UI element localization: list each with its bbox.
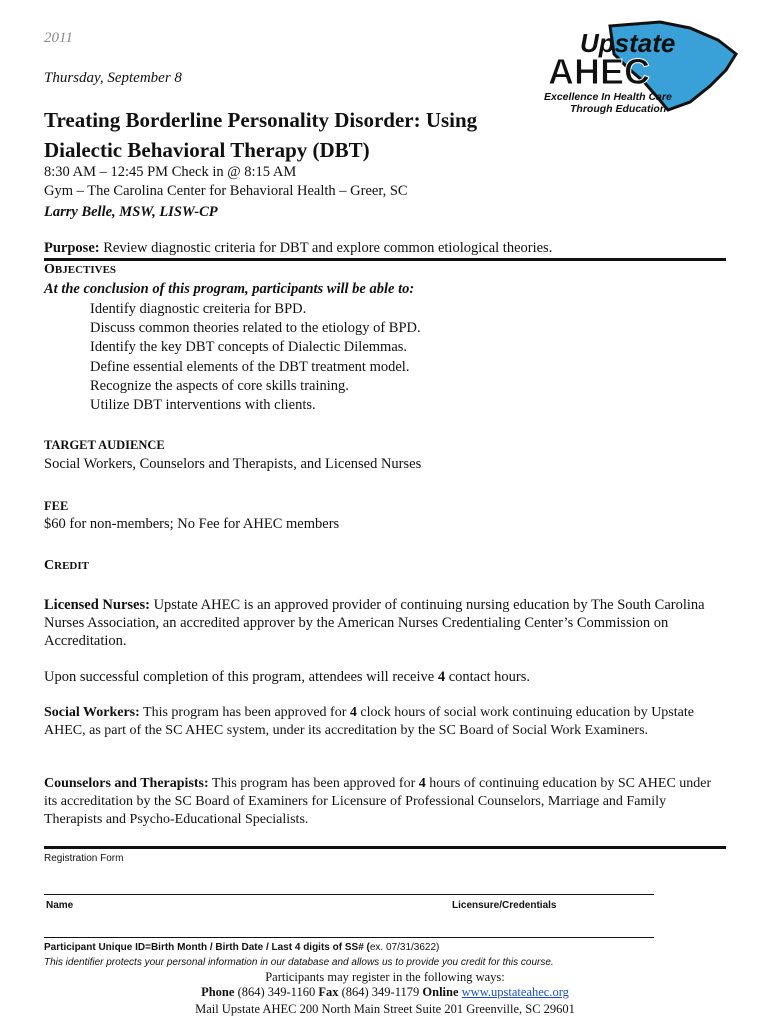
- svg-text:Through Education: Through Education: [570, 103, 667, 115]
- list-item: Discuss common theories related to the etiology of BPD.: [90, 320, 421, 337]
- nurses-credit-paragraph: [44, 596, 724, 650]
- divider: [44, 258, 726, 261]
- objectives-heading-rest: BJECTIVES: [54, 264, 117, 276]
- south-carolina-map-icon: [540, 18, 740, 118]
- event-location: Gym – The Carolina Center for Behavioral Health – Greer, SC: [44, 183, 408, 199]
- target-audience-text: Social Workers, Counselors and Therapists, and Licensed Nurses: [44, 456, 422, 472]
- contact-hours-count: 4: [437, 669, 446, 685]
- fee-text: $60 for non-members; No Fee for AHEC members: [44, 516, 340, 532]
- credit-heading-rest: REDIT: [54, 560, 89, 572]
- fax-number: (864) 349-1179: [338, 985, 423, 999]
- unique-id-field-line[interactable]: [44, 937, 654, 938]
- social-workers-paragraph: [44, 704, 724, 740]
- completion-text-end: contact hours.: [445, 669, 531, 685]
- website-link[interactable]: www.upstateahec.org: [461, 985, 569, 999]
- purpose-text: Review diagnostic criteria for DBT and explore common etiological theories.: [99, 240, 553, 256]
- licensure-label: Licensure/Credentials: [452, 900, 557, 911]
- mail-line: Mail Upstate AHEC 200 North Main Street Suite 201 Greenville, SC 29601: [195, 1002, 575, 1016]
- completion-text: Upon successful completion of this program, attendees will receive: [44, 669, 438, 685]
- registration-form-title: Registration Form: [44, 853, 124, 864]
- social-workers-hours: 4: [349, 705, 357, 720]
- completion-paragraph: [44, 668, 724, 686]
- counselors-paragraph: [44, 775, 724, 829]
- objectives-list: [90, 300, 421, 415]
- title-line-1: Treating Borderline Personality Disorder: Using: [44, 108, 478, 132]
- unique-id-label: [44, 942, 439, 953]
- name-label: Name: [46, 900, 74, 911]
- list-item: Define essential elements of the DBT treatment model.: [90, 358, 410, 375]
- identifier-note: This identifier protects your personal information in our database and allows us to provide you credit for this course.: [44, 957, 554, 968]
- counselors-text: This program has been approved for: [208, 776, 419, 791]
- credit-heading-initial: C: [44, 558, 55, 573]
- online-label: Online: [422, 985, 459, 999]
- nurses-label: Licensed Nurses:: [44, 597, 150, 613]
- social-workers-label: Social Workers:: [44, 705, 140, 720]
- presenter-name: Larry Belle, MSW, LISW-CP: [44, 204, 218, 220]
- unique-id-example: ex. 07/31/3622): [369, 942, 440, 953]
- title-line-2: Dialectic Behavioral Therapy (DBT): [44, 138, 370, 162]
- register-intro: Participants may register in the following ways:: [265, 970, 505, 984]
- svg-text:Excellence In Health Care: Excellence In Health Care: [544, 91, 672, 103]
- counselors-label: Counselors and Therapists:: [44, 776, 209, 791]
- upstate-ahec-logo: [540, 18, 740, 118]
- list-item: Identify the key DBT concepts of Dialectic Dilemmas.: [90, 339, 408, 356]
- svg-text:Upstate: Upstate: [580, 28, 676, 58]
- objectives-lead: At the conclusion of this program, participants will be able to:: [44, 281, 415, 297]
- list-item: Utilize DBT interventions with clients.: [90, 396, 316, 413]
- purpose-statement: [44, 240, 552, 257]
- social-workers-text: This program has been approved for: [139, 705, 350, 720]
- divider: [44, 846, 726, 849]
- social-workers-text-end: clock hours of social work continuing education by Upstate AHEC, as part of the SC AHEC system, under its accreditation by the SC Board of Social Work Examiners.: [44, 705, 694, 738]
- credit-heading: [44, 558, 89, 574]
- unique-id-label-text: Participant Unique ID=Birth Month / Birth Date / Last 4 digits of SS# (: [44, 942, 370, 953]
- fax-label: Fax: [318, 985, 339, 999]
- fee-heading: FEE: [44, 499, 69, 513]
- list-item: Identify diagnostic creiteria for BPD.: [90, 301, 307, 317]
- target-audience-heading: TARGET AUDIENCE: [44, 438, 165, 452]
- svg-text:AHEC: AHEC: [548, 51, 651, 92]
- name-field-line[interactable]: [44, 894, 654, 895]
- phone-label: Phone: [201, 985, 235, 999]
- year-label: 2011: [44, 30, 73, 46]
- phone-number: (864) 349-1160: [234, 985, 319, 999]
- objectives-heading-initial: O: [44, 262, 55, 277]
- event-time: 8:30 AM – 12:45 PM Check in @ 8:15 AM: [44, 164, 297, 180]
- counselors-hours: 4: [418, 776, 426, 791]
- page-title: [44, 105, 524, 165]
- event-date: Thursday, September 8: [44, 70, 182, 86]
- counselors-text-end: hours of continuing education by SC AHEC under its accreditation by the SC Board of Examiners for Licensure of Professional Counselors, Marriage and Family Therapists and Psycho-Educational Specialists.: [44, 776, 712, 827]
- nurses-text: Upstate AHEC is an approved provider of continuing nursing education by The South Carolina Nurses Association, an accredited approver by the American Nurses Credentialing Center’s Commission on Accreditation.: [44, 597, 705, 649]
- list-item: Recognize the aspects of core skills training.: [90, 377, 349, 394]
- objectives-heading: [44, 262, 116, 278]
- contact-line: [0, 985, 770, 1000]
- purpose-label: Purpose:: [44, 240, 100, 256]
